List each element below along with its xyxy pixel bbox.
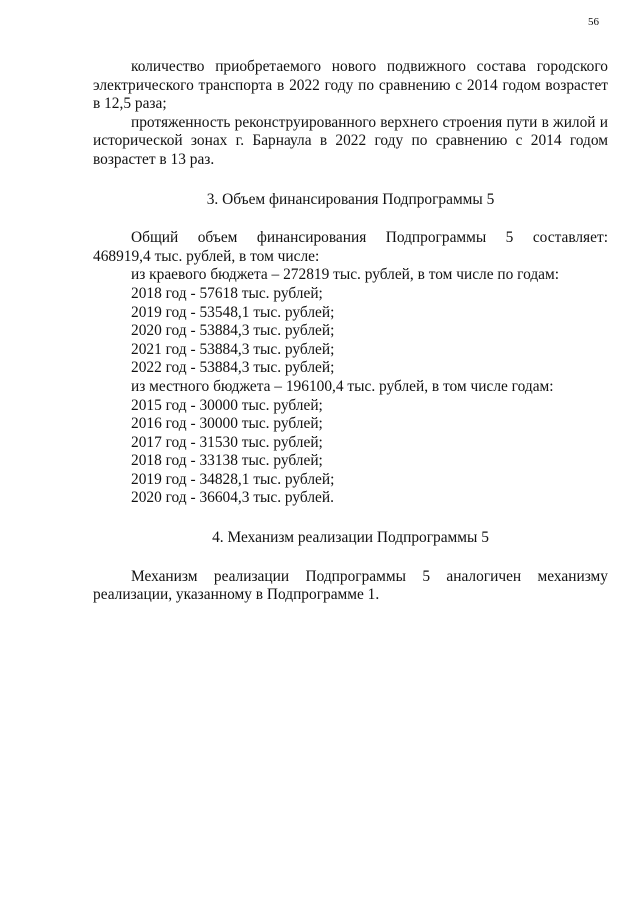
regional-year-line: 2019 год - 53548,1 тыс. рублей;	[131, 303, 335, 321]
intro-word: объем	[197, 229, 238, 247]
intro-word: Подпрограммы	[385, 229, 487, 247]
regional-budget-title: из краевого бюджета – 272819 тыс. рублей, в том числе по годам:	[131, 266, 560, 284]
intro-word: финансирования	[256, 229, 367, 247]
financing-total: 468919,4 тыс. рублей, в том числе:	[93, 247, 320, 265]
local-year-line: 2015 год - 30000 тыс. рублей;	[131, 396, 323, 414]
regional-year-line: 2020 год - 53884,3 тыс. рублей;	[131, 322, 335, 340]
paragraph-mechanism: Механизм реализации Подпрограммы 5 аналогичен механизму реализации, указанному в Подпрограмме 1.	[93, 567, 608, 604]
section-4-heading: 4. Механизм реализации Подпрограммы 5	[212, 529, 489, 547]
local-year-line: 2018 год - 33138 тыс. рублей;	[131, 452, 323, 470]
financing-intro-line	[93, 229, 608, 248]
local-year-line: 2019 год - 34828,1 тыс. рублей;	[131, 470, 335, 488]
regional-year-line: 2018 год - 57618 тыс. рублей;	[131, 284, 323, 302]
intro-word: Общий	[131, 229, 179, 247]
document-body	[93, 58, 608, 605]
intro-word: 5	[505, 229, 514, 247]
local-budget-title: из местного бюджета – 196100,4 тыс. рублей, в том числе годам:	[131, 377, 554, 395]
paragraph-track-reconstruction: протяженность реконструированного верхнего строения пути в жилой и исторической зонах г. Барнаула в 2022 году по сравнению с 2014 годом возрастет в 13 раз.	[93, 113, 608, 168]
intro-word: составляет:	[532, 229, 608, 247]
local-year-line: 2017 год - 31530 тыс. рублей;	[131, 433, 323, 451]
regional-year-line: 2022 год - 53884,3 тыс. рублей;	[131, 359, 335, 377]
local-year-line: 2016 год - 30000 тыс. рублей;	[131, 415, 323, 433]
regional-year-line: 2021 год - 53884,3 тыс. рублей;	[131, 340, 335, 358]
paragraph-rolling-stock: количество приобретаемого нового подвижного состава городского электрического транспорта в 2022 году по сравнению с 2014 годом возрастет в 12,5 раза;	[93, 58, 608, 113]
local-year-line: 2020 год - 36604,3 тыс. рублей.	[131, 489, 334, 507]
section-3-heading: 3. Объем финансирования Подпрограммы 5	[206, 190, 495, 208]
page-number: 56	[588, 16, 599, 28]
